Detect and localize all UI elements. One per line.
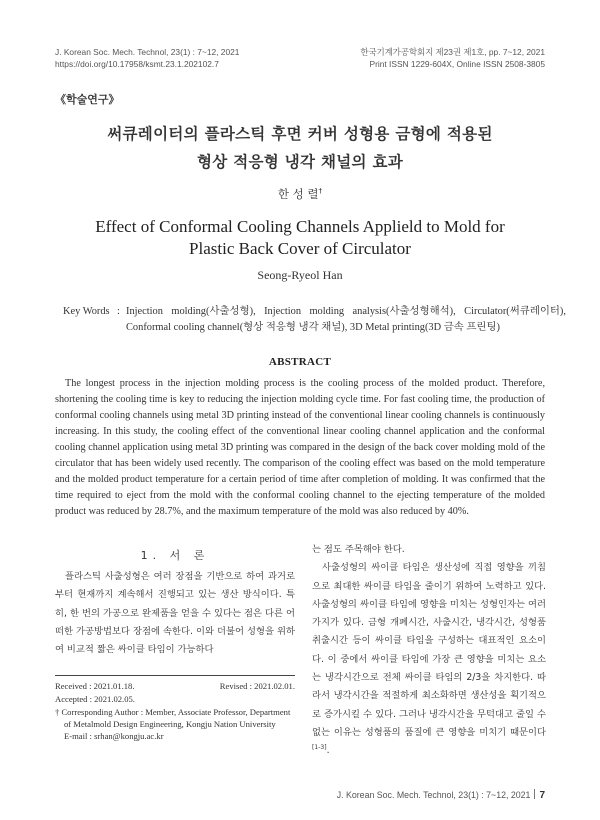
- section-heading-introduction: 1. 서 론: [140, 549, 210, 562]
- corresponding-author-email[interactable]: E-mail : srhan@kongju.ac.kr: [64, 731, 164, 741]
- sentence-end: .: [326, 745, 330, 757]
- title-korean-line2: 형상 적응형 냉각 채널의 효과: [196, 153, 404, 171]
- corresponding-author-note: † Corresponding Author : Member, Associate Professor, Department: [55, 707, 291, 717]
- citation-ref[interactable]: [1-3]: [312, 744, 327, 752]
- corresponding-mark: †: [318, 186, 323, 196]
- issn-info: Print ISSN 1229-604X, Online ISSN 2508-3805: [369, 59, 545, 69]
- journal-citation-left: J. Korean Soc. Mech. Technol, 23(1) : 7~12, 2021: [55, 47, 240, 57]
- intro-right-column: [312, 541, 546, 761]
- title-english-line2: Plastic Back Cover of Circulator: [189, 239, 411, 258]
- footer-separator: [534, 789, 535, 799]
- intro-paragraph-left: 플라스틱 사출성형은 여러 장점을 기반으로 하여 과거로부터 현재까지 계속해서 진행되고 있는 생산 방식이다. 특히, 한 번의 가공으로 완제품을 얻을 수 있다는 점은 다른 어떠한 가공방법보다 장점에 속한다. 이와 더불어 성형을 위하여 비교적 짧은 싸이클 타임이 가능하다: [55, 571, 295, 656]
- title-korean: [0, 120, 600, 176]
- author-english: Seong-Ryeol Han: [257, 268, 343, 282]
- received-date-row: [55, 680, 295, 692]
- footer-journal: J. Korean Soc. Mech. Technol, 23(1) : 7~12, 2021: [336, 790, 531, 800]
- cycle-time-text: 사출성형의 싸이클 타임은 생산성에 직접 영향을 끼침으로 최대한 싸이클 타임을 줄이기 위하여 노력하고 있다. 사출성형의 싸이클 타임에 영향을 미치는 성형인자는 여러 가지가 있다. 금형 개폐시간, 사출시간, 냉각시간, 성형품 취출시간 등이 싸이클 타임을 구성하는 대표적인 요소이다. 이 중에서 싸이클 타임에 가장 큰 영향을 미치는 요소는 냉각시간으로 전체 싸이클 타임의 2/3을 차지한다. 따라서 냉각시간을 적절하게 최소화하면 생산성을 획기적으로 증가시킬 수 있다. 그러나 냉각시간을 무턱대고 줄일 수 없는 이유는 성형품의 품질에 큰 영향을 미치기 때문이다: [312, 562, 546, 738]
- title-english-line1: Effect of Conformal Cooling Channels Applield to Mold for: [95, 217, 505, 236]
- intro-paragraph-cycle-time: [312, 559, 546, 760]
- page-footer: [337, 789, 545, 801]
- author-korean-name: 한 성 렬: [277, 187, 319, 201]
- doi-link[interactable]: https://doi.org/10.17958/ksmt.23.1.202102.7: [55, 59, 219, 69]
- journal-citation-right: 한국기계가공학회지 제23권 제1호, pp. 7~12, 2021: [360, 47, 545, 57]
- keywords-label: Key Words: [63, 306, 110, 317]
- keywords-line2: Conformal cooling channel(형상 적응형 냉각 채널), 3D Metal printing(3D 금속 프린팅): [126, 322, 500, 333]
- title-english: [0, 216, 600, 260]
- section-tag: 《학술연구》: [55, 93, 120, 106]
- abstract-heading: ABSTRACT: [268, 356, 332, 368]
- title-korean-line1: 써큐레이터의 플라스틱 후면 커버 성형용 금형에 적용된: [107, 125, 493, 143]
- keywords-colon: :: [117, 306, 120, 317]
- abstract-text: The longest process in the injection molding process is the cooling process of the molded product. Therefore, shortening the cooling time is key to reducing the injection molding cycle time. For fast cooling time, the production of conformal cooling channels using metal 3D printing instead of the conventional linear cooling channels is continuously increasing. In this study, the cooling effect of the conventional linear cooling channel application and the conformal cooling channel application using metal 3D printing was compared in the design of the back cover molding mold of the circulator that has been widely used recently. The comparison of the cooling effect was based on the mold temperature and the molded product temperature for a certain period of time after completion of molding. It was confirmed that the time required to eject from the mold with the conformal cooling channel to the ejecting temperature of the molded product was reduced by 28.7%, and the maximum temperature of the mold was also reduced by 40%.: [55, 378, 545, 517]
- footnote-divider: [55, 675, 295, 676]
- keywords-line1: Injection molding(사출성형), Injection molding analysis(사출성형해석), Circulator(써큐레이터),: [126, 306, 566, 317]
- revised-date: Revised : 2021.02.01.: [219, 681, 295, 691]
- received-date: Received : 2021.01.18.: [55, 681, 135, 691]
- page-number: 7: [539, 790, 545, 801]
- accepted-date: Accepted : 2021.02.05.: [55, 694, 135, 704]
- author-korean: [0, 186, 600, 202]
- intro-paragraph-continued: 는 점도 주목해야 한다.: [312, 544, 405, 555]
- corresponding-author-affiliation: of Metalmold Design Engineering, Kongju Nation University: [64, 719, 276, 729]
